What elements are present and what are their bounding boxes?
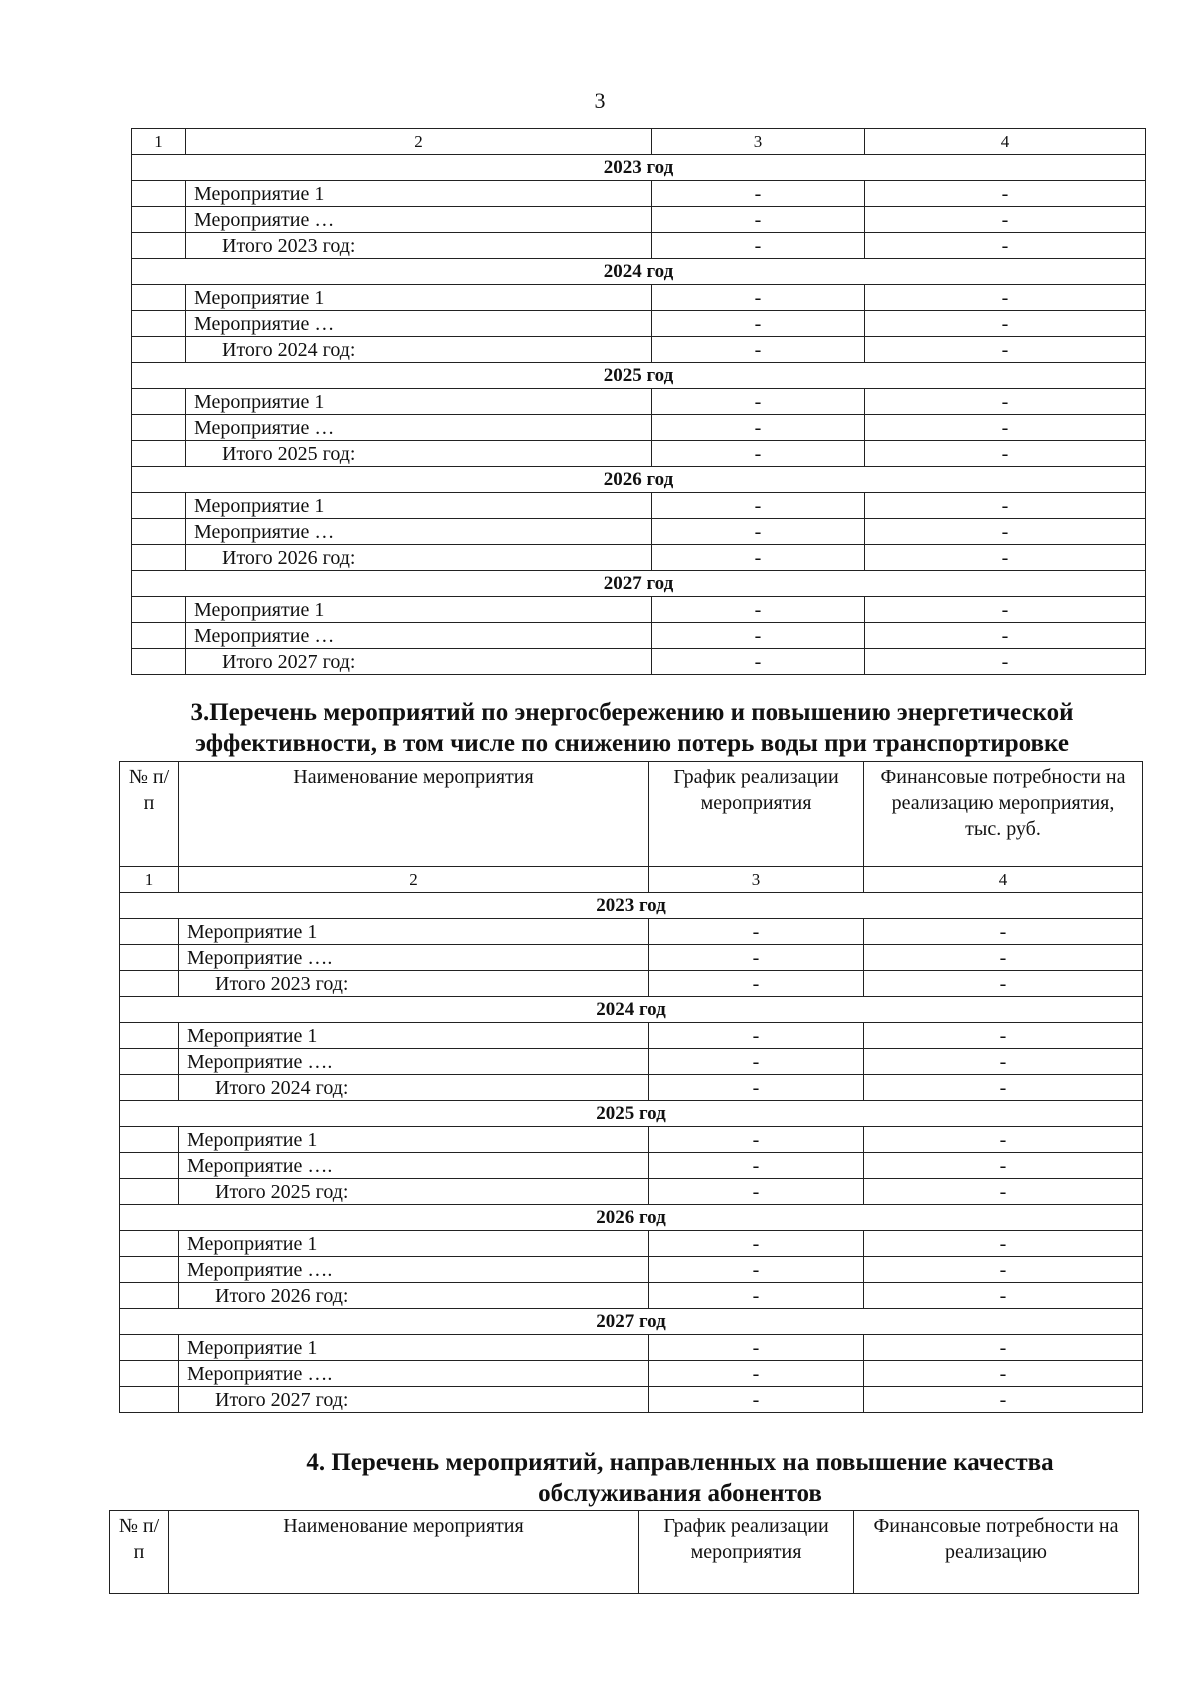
cell-finance: -: [864, 945, 1143, 971]
cell-number: [132, 441, 186, 467]
cell-schedule: -: [649, 971, 864, 997]
cell-number: [120, 1049, 179, 1075]
cell-finance: -: [864, 1049, 1143, 1075]
year-row: [120, 1101, 1143, 1127]
cell-schedule: -: [649, 945, 864, 971]
cell-schedule: -: [649, 1153, 864, 1179]
cell-number: [120, 1361, 179, 1387]
table-row: [132, 623, 1146, 649]
cell-number: [120, 1127, 179, 1153]
cell-number: [132, 493, 186, 519]
year-label: 2026 год: [132, 467, 1146, 493]
cell-name: Мероприятие ….: [179, 945, 649, 971]
table-row: [120, 1049, 1143, 1075]
cell-schedule: -: [649, 1023, 864, 1049]
year-row: [132, 259, 1146, 285]
cell-schedule: -: [652, 545, 865, 571]
cell-finance: -: [865, 519, 1146, 545]
cell-finance: -: [865, 545, 1146, 571]
cell-name: Мероприятие 1: [179, 1335, 649, 1361]
cell-name: Мероприятие 1: [179, 919, 649, 945]
header-schedule: График реализации мероприятия: [639, 1511, 854, 1594]
cell-number: [132, 545, 186, 571]
cell-schedule: -: [649, 1283, 864, 1309]
year-label: 2027 год: [132, 571, 1146, 597]
table-row: [132, 389, 1146, 415]
total-label: Итого 2025 год:: [186, 441, 652, 467]
cell-finance: -: [865, 337, 1146, 363]
cell-finance: -: [864, 1335, 1143, 1361]
table3-body: [110, 1511, 1139, 1594]
section-3-heading: 3.Перечень мероприятий по энергосбережению и повышению энергетической эффективности, в том числе по снижению потерь воды при транспортировке: [190, 699, 1074, 757]
cell-number: [120, 1387, 179, 1413]
cell-number: [132, 623, 186, 649]
table-row: [132, 415, 1146, 441]
cell-number: [120, 945, 179, 971]
cell-finance: -: [864, 1127, 1143, 1153]
cell-schedule: -: [652, 233, 865, 259]
year-row: [120, 893, 1143, 919]
table-row: [132, 207, 1146, 233]
total-label: Итого 2025 год:: [179, 1179, 649, 1205]
table-row: [132, 519, 1146, 545]
cell-schedule: -: [652, 597, 865, 623]
cell-name: Мероприятие 1: [179, 1231, 649, 1257]
cell-finance: -: [864, 1361, 1143, 1387]
cell-finance: -: [865, 415, 1146, 441]
cell-number: [132, 285, 186, 311]
header-name: Наименование мероприятия: [169, 1511, 639, 1594]
cell-schedule: -: [649, 1049, 864, 1075]
cell-schedule: -: [649, 1231, 864, 1257]
total-label: Итого 2024 год:: [186, 337, 652, 363]
total-row: [132, 545, 1146, 571]
cell-finance: -: [864, 1075, 1143, 1101]
total-label: Итого 2026 год:: [179, 1283, 649, 1309]
cell-finance: -: [864, 1231, 1143, 1257]
cell-number: [120, 1283, 179, 1309]
cell-number: [120, 1231, 179, 1257]
cell-finance: -: [864, 919, 1143, 945]
index-cell: 3: [652, 129, 865, 155]
table1-body: [132, 129, 1146, 675]
cell-number: [120, 1335, 179, 1361]
cell-finance: -: [865, 207, 1146, 233]
header-row: [120, 762, 1143, 867]
year-label: 2025 год: [132, 363, 1146, 389]
table-row: [132, 181, 1146, 207]
cell-schedule: -: [649, 919, 864, 945]
cell-number: [120, 1075, 179, 1101]
cell-schedule: -: [649, 1075, 864, 1101]
cell-schedule: -: [649, 1361, 864, 1387]
cell-schedule: -: [652, 493, 865, 519]
year-label: 2027 год: [120, 1309, 1143, 1335]
year-label: 2023 год: [120, 893, 1143, 919]
cell-name: Мероприятие 1: [186, 493, 652, 519]
cell-schedule: -: [649, 1179, 864, 1205]
cell-name: Мероприятие 1: [186, 285, 652, 311]
total-label: Итого 2027 год:: [179, 1387, 649, 1413]
table-row: [120, 1361, 1143, 1387]
table-row: [132, 493, 1146, 519]
cell-name: Мероприятие 1: [186, 389, 652, 415]
header-number: № п/п: [110, 1511, 169, 1594]
cell-finance: -: [864, 1257, 1143, 1283]
year-row: [120, 1205, 1143, 1231]
total-label: Итого 2024 год:: [179, 1075, 649, 1101]
index-cell: 3: [649, 867, 864, 893]
cell-name: Мероприятие …: [186, 311, 652, 337]
total-label: Итого 2023 год:: [179, 971, 649, 997]
cell-number: [120, 1153, 179, 1179]
cell-number: [132, 519, 186, 545]
header-finance: Финансовые потребности на реализацию: [854, 1511, 1139, 1594]
cell-schedule: -: [649, 1257, 864, 1283]
service-quality-measures-table: [109, 1510, 1139, 1594]
index-row: [132, 129, 1146, 155]
cell-schedule: -: [649, 1127, 864, 1153]
cell-finance: -: [865, 623, 1146, 649]
table-row: [132, 311, 1146, 337]
table-row: [120, 1335, 1143, 1361]
cell-finance: -: [865, 493, 1146, 519]
cell-number: [120, 1179, 179, 1205]
cell-number: [120, 1257, 179, 1283]
header-schedule: График реализации мероприятия: [649, 762, 864, 867]
year-row: [132, 571, 1146, 597]
cell-name: Мероприятие 1: [179, 1023, 649, 1049]
total-row: [120, 1387, 1143, 1413]
index-cell: 1: [132, 129, 186, 155]
table-row: [120, 1153, 1143, 1179]
total-row: [120, 1283, 1143, 1309]
table2-body: [120, 762, 1143, 1413]
cell-schedule: -: [649, 1387, 864, 1413]
table-row: [120, 1257, 1143, 1283]
table-row: [132, 597, 1146, 623]
cell-finance: -: [865, 181, 1146, 207]
total-row: [132, 441, 1146, 467]
index-cell: 4: [864, 867, 1143, 893]
table-row: [120, 1023, 1143, 1049]
cell-number: [132, 181, 186, 207]
cell-name: Мероприятие …: [186, 519, 652, 545]
index-cell: 2: [186, 129, 652, 155]
page-number: 3: [594, 88, 606, 113]
cell-schedule: -: [652, 649, 865, 675]
total-label: Итого 2023 год:: [186, 233, 652, 259]
total-row: [120, 1179, 1143, 1205]
cell-name: Мероприятие …: [186, 207, 652, 233]
cell-finance: -: [864, 1387, 1143, 1413]
section-4-heading: 4. Перечень мероприятий, направленных на повышение качества обслуживания абонентов: [306, 1449, 1054, 1507]
cell-finance: -: [864, 1023, 1143, 1049]
year-row: [120, 1309, 1143, 1335]
index-cell: 1: [120, 867, 179, 893]
cell-number: [132, 207, 186, 233]
cell-finance: -: [864, 1283, 1143, 1309]
table-row: [120, 919, 1143, 945]
cell-number: [120, 1023, 179, 1049]
cell-schedule: -: [652, 389, 865, 415]
total-row: [132, 233, 1146, 259]
index-cell: 4: [865, 129, 1146, 155]
total-row: [120, 1075, 1143, 1101]
cell-finance: -: [864, 1179, 1143, 1205]
cell-schedule: -: [652, 207, 865, 233]
cell-name: Мероприятие …: [186, 623, 652, 649]
total-row: [132, 337, 1146, 363]
cell-schedule: -: [652, 519, 865, 545]
table-row: [120, 1127, 1143, 1153]
cell-finance: -: [865, 597, 1146, 623]
cell-number: [132, 337, 186, 363]
total-label: Итого 2026 год:: [186, 545, 652, 571]
year-label: 2025 год: [120, 1101, 1143, 1127]
year-row: [132, 155, 1146, 181]
cell-name: Мероприятие ….: [179, 1153, 649, 1179]
cell-number: [132, 233, 186, 259]
cell-schedule: -: [652, 415, 865, 441]
year-label: 2024 год: [120, 997, 1143, 1023]
table-row: [120, 1231, 1143, 1257]
cell-finance: -: [865, 649, 1146, 675]
total-row: [132, 649, 1146, 675]
cell-name: Мероприятие 1: [186, 181, 652, 207]
cell-schedule: -: [652, 181, 865, 207]
year-row: [132, 467, 1146, 493]
cell-name: Мероприятие ….: [179, 1361, 649, 1387]
energy-saving-measures-table: [119, 761, 1143, 1413]
cell-name: Мероприятие ….: [179, 1049, 649, 1075]
cell-number: [120, 919, 179, 945]
measures-table-continued: [131, 128, 1146, 675]
cell-finance: -: [865, 311, 1146, 337]
table-row: [132, 285, 1146, 311]
cell-name: Мероприятие 1: [179, 1127, 649, 1153]
cell-number: [132, 415, 186, 441]
cell-number: [132, 311, 186, 337]
cell-number: [120, 971, 179, 997]
total-label: Итого 2027 год:: [186, 649, 652, 675]
cell-finance: -: [865, 441, 1146, 467]
cell-finance: -: [864, 971, 1143, 997]
cell-number: [132, 597, 186, 623]
cell-schedule: -: [652, 311, 865, 337]
cell-finance: -: [865, 389, 1146, 415]
year-row: [120, 997, 1143, 1023]
header-finance: Финансовые потребности на реализацию мероприятия, тыс. руб.: [864, 762, 1143, 867]
header-number: № п/п: [120, 762, 179, 867]
cell-schedule: -: [652, 337, 865, 363]
cell-finance: -: [865, 233, 1146, 259]
year-label: 2023 год: [132, 155, 1146, 181]
cell-schedule: -: [652, 285, 865, 311]
cell-schedule: -: [649, 1335, 864, 1361]
cell-number: [132, 649, 186, 675]
cell-name: Мероприятие ….: [179, 1257, 649, 1283]
table-row: [120, 945, 1143, 971]
header-name: Наименование мероприятия: [179, 762, 649, 867]
index-cell: 2: [179, 867, 649, 893]
cell-number: [132, 389, 186, 415]
total-row: [120, 971, 1143, 997]
year-row: [132, 363, 1146, 389]
cell-name: Мероприятие …: [186, 415, 652, 441]
cell-schedule: -: [652, 441, 865, 467]
cell-finance: -: [864, 1153, 1143, 1179]
header-row: [110, 1511, 1139, 1594]
cell-schedule: -: [652, 623, 865, 649]
index-row: [120, 867, 1143, 893]
cell-name: Мероприятие 1: [186, 597, 652, 623]
year-label: 2026 год: [120, 1205, 1143, 1231]
cell-finance: -: [865, 285, 1146, 311]
year-label: 2024 год: [132, 259, 1146, 285]
